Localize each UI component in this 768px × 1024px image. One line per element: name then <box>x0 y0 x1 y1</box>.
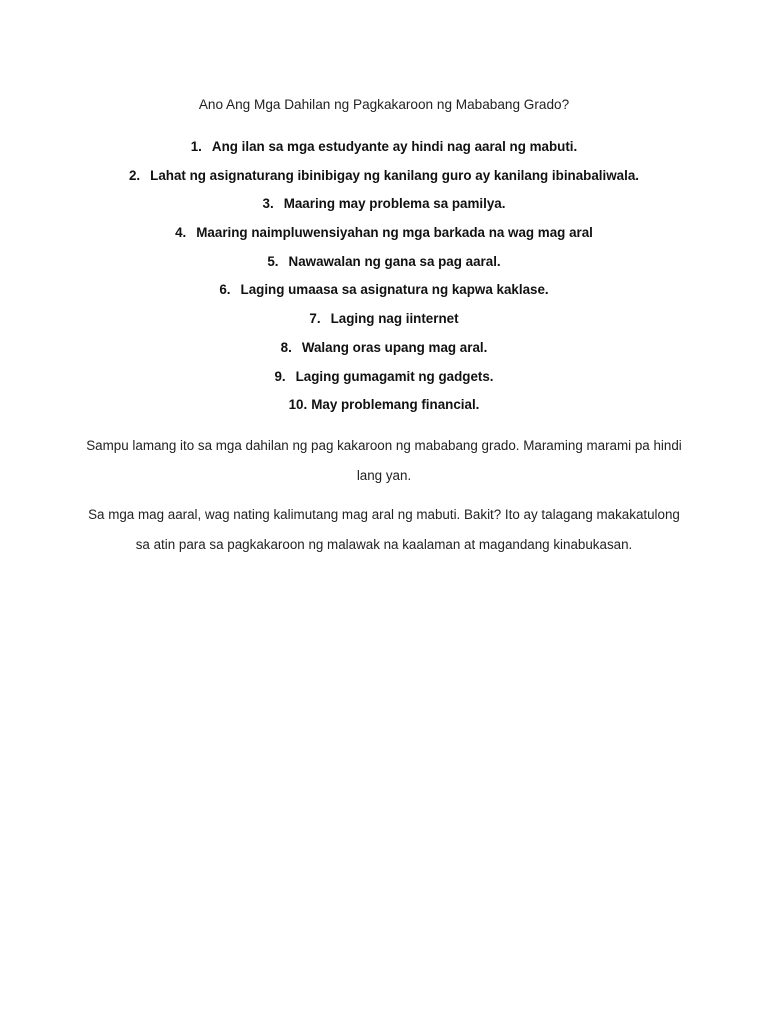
list-item <box>0 223 768 252</box>
list-number: 10. <box>288 397 308 413</box>
closing-paragraph: Sa mga mag aaral, wag nating kalimutang mag aral ng mabuti. Bakit? Ito ay talagang makakatulong sa atin para sa pagkakaroon ng malawak na kaalaman at magandang kinabukasan. <box>88 507 680 552</box>
list-item <box>0 367 768 396</box>
list-item <box>0 252 768 281</box>
list-item <box>0 338 768 367</box>
list-text: Laging gumagamit ng gadgets. <box>295 368 494 384</box>
list-number: 5. <box>267 253 279 269</box>
list-text: May problemang financial. <box>311 397 480 413</box>
list-text: Laging umaasa sa asignatura ng kapwa kaklase. <box>240 282 549 298</box>
list-text: Nawawalan ng gana sa pag aaral. <box>288 253 501 269</box>
list-item <box>0 395 768 424</box>
list-text: Walang oras upang mag aral. <box>301 339 488 355</box>
list-number: 1. <box>190 139 202 154</box>
list-number: 3. <box>262 196 274 212</box>
list-number: 7. <box>309 311 321 327</box>
reasons-list <box>0 137 768 424</box>
list-number: 8. <box>280 339 292 355</box>
list-text: Maaring may problema sa pamilya. <box>283 196 506 212</box>
summary-paragraph: Sampu lamang ito sa mga dahilan ng pag kakaroon ng mababang grado. Maraming marami pa hindi lang yan. <box>86 438 682 483</box>
list-text: Ang ilan sa mga estudyante ay hindi nag aaral ng mabuti. <box>211 139 578 154</box>
list-item <box>0 137 768 166</box>
list-item <box>0 280 768 309</box>
list-number: 9. <box>274 368 286 384</box>
list-item <box>0 309 768 338</box>
list-text: Maaring naimpluwensiyahan ng mga barkada na wag mag aral <box>196 225 593 241</box>
list-item <box>0 166 768 195</box>
list-number: 2. <box>128 167 141 183</box>
list-number: 6. <box>219 282 231 298</box>
list-text: Laging nag iinternet <box>330 311 459 327</box>
document-title: Ano Ang Mga Dahilan ng Pagkakaroon ng Mababang Grado? <box>198 97 570 112</box>
list-item <box>0 194 768 223</box>
list-text: Lahat ng asignaturang ibinibigay ng kanilang guro ay kanilang ibinabaliwala. <box>150 167 639 183</box>
list-number: 4. <box>175 225 187 241</box>
